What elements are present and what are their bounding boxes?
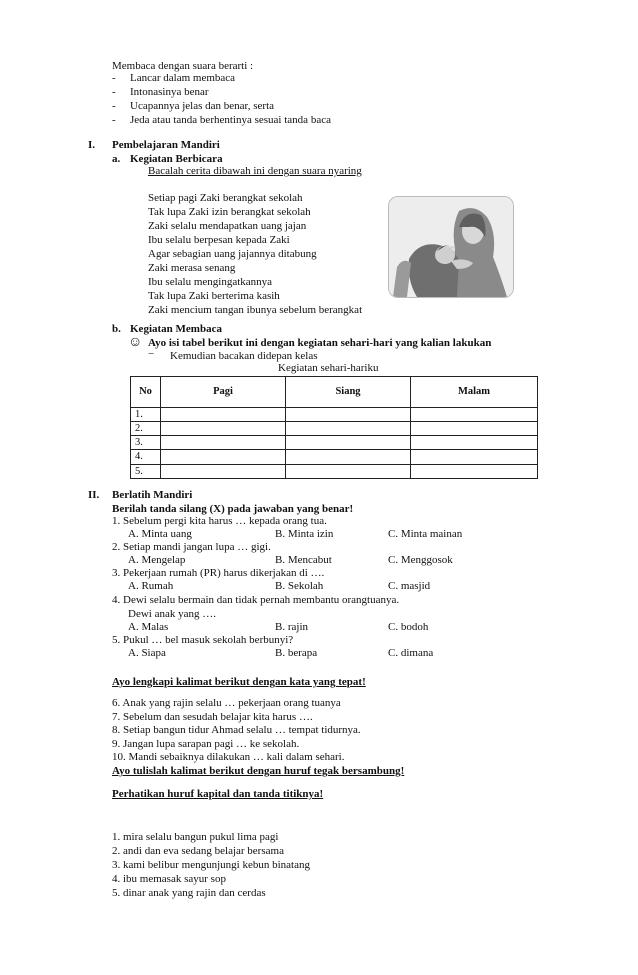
story-line: Agar sebagian uang jajannya ditabung	[148, 248, 317, 260]
section1b-instruction: Ayo isi tabel berikut ini dengan kegiatan sehari-hari yang kalian lakukan	[148, 337, 492, 349]
option-a[interactable]: A. Mengelap	[128, 554, 186, 566]
section1-title: Pembelajaran Mandiri	[112, 139, 220, 151]
section1a-label: a.	[112, 153, 121, 165]
write-item: 4. ibu memasak sayur sop	[112, 873, 226, 885]
intro-item: Jeda atau tanda berhentinya sesuai tanda baca	[130, 114, 331, 126]
option-c[interactable]: C. bodoh	[388, 621, 429, 633]
story-line: Ibu selalu berpesan kepada Zaki	[148, 234, 290, 246]
mother-child-illustration	[388, 196, 514, 298]
option-b[interactable]: B. Mencabut	[275, 554, 332, 566]
section2-title: Berlatih Mandiri	[112, 489, 193, 501]
question: 2. Setiap mandi jangan lupa … gigi.	[112, 541, 271, 553]
complete-title: Ayo lengkapi kalimat berikut dengan kata yang tepat!	[112, 676, 366, 688]
complete-item: 7. Sebelum dan sesudah belajar kita harus ….	[112, 711, 313, 723]
option-c[interactable]: C. Minta mainan	[388, 528, 463, 540]
question: 4. Dewi selalu bermain dan tidak pernah membantu orangtuanya.	[112, 594, 400, 606]
section2-number: II.	[88, 489, 100, 501]
cell-siang[interactable]	[286, 464, 411, 478]
cell-pagi[interactable]	[161, 450, 286, 464]
write-item: 1. mira selalu bangun pukul lima pagi	[112, 831, 279, 843]
table-row	[131, 464, 538, 478]
column-header: Pagi	[161, 377, 286, 408]
cell-siang[interactable]	[286, 450, 411, 464]
complete-item: 6. Anak yang rajin selalu … pekerjaan orang tuanya	[112, 697, 341, 709]
table-row	[131, 436, 538, 450]
row-number: 1.	[131, 408, 161, 422]
table-row	[131, 422, 538, 436]
dash-bullet: −	[148, 348, 155, 360]
cell-siang[interactable]	[286, 436, 411, 450]
write-item: 2. andi dan eva sedang belajar bersama	[112, 845, 284, 857]
cell-malam[interactable]	[411, 422, 538, 436]
story-line: Zaki mencium tangan ibunya sebelum berangkat	[148, 304, 363, 316]
attention-note: Perhatikan huruf kapital dan tanda titiknya!	[112, 788, 324, 800]
intro-title: Membaca dengan suara berarti :	[112, 60, 254, 72]
story-line: Tak lupa Zaki izin berangkat sekolah	[148, 206, 311, 218]
cell-malam[interactable]	[411, 436, 538, 450]
option-b[interactable]: B. Minta izin	[275, 528, 334, 540]
option-a[interactable]: A. Minta uang	[128, 528, 192, 540]
cell-pagi[interactable]	[161, 464, 286, 478]
option-b[interactable]: B. berapa	[275, 647, 318, 659]
question-continuation: Dewi anak yang ….	[128, 608, 216, 620]
cell-pagi[interactable]	[161, 408, 286, 422]
cell-siang[interactable]	[286, 422, 411, 436]
write-item: 5. dinar anak yang rajin dan cerdas	[112, 887, 266, 899]
activity-table	[130, 376, 538, 479]
option-b[interactable]: B. rajin	[275, 621, 308, 633]
cell-malam[interactable]	[411, 450, 538, 464]
section1b-sub: Kemudian bacakan didepan kelas	[170, 350, 318, 362]
smiley-icon: ☺	[128, 335, 143, 350]
write-item: 3. kami belibur mengunjungi kebun binatang	[112, 859, 310, 871]
intro-item: Ucapannya jelas dan benar, serta	[130, 100, 275, 112]
complete-item: 8. Setiap bangun tidur Ahmad selalu … tempat tidurnya.	[112, 724, 361, 736]
cell-siang[interactable]	[286, 408, 411, 422]
cell-pagi[interactable]	[161, 436, 286, 450]
section1a-title: Kegiatan Berbicara	[130, 153, 223, 165]
table-row	[131, 450, 538, 464]
question: 1. Sebelum pergi kita harus … kepada orang tua.	[112, 515, 327, 527]
option-a[interactable]: A. Malas	[128, 621, 169, 633]
row-number: 3.	[131, 436, 161, 450]
option-c[interactable]: C. dimana	[388, 647, 434, 659]
story-line: Setiap pagi Zaki berangkat sekolah	[148, 192, 303, 204]
option-b[interactable]: B. Sekolah	[275, 580, 324, 592]
row-number: 5.	[131, 464, 161, 478]
story-line: Zaki merasa senang	[148, 262, 236, 274]
option-a[interactable]: A. Rumah	[128, 580, 174, 592]
section2-instruction: Berilah tanda silang (X) pada jawaban yang benar!	[112, 503, 354, 515]
section1-number: I.	[88, 139, 96, 151]
row-number: 4.	[131, 450, 161, 464]
column-header: Siang	[286, 377, 411, 408]
section1b-title: Kegiatan Membaca	[130, 323, 222, 335]
complete-item: 10. Mandi sebaiknya dilakukan … kali dalam sehari.	[112, 751, 345, 763]
intro-item: Lancar dalam membaca	[130, 72, 236, 84]
write-title: Ayo tulislah kalimat berikut dengan huruf tegak bersambung!	[112, 765, 405, 777]
row-number: 2.	[131, 422, 161, 436]
question: 3. Pekerjaan rumah (PR) harus dikerjakan di ….	[112, 567, 325, 579]
intro-item: Intonasinya benar	[130, 86, 209, 98]
table-row	[131, 408, 538, 422]
section1b-label: b.	[112, 323, 121, 335]
table-caption: Kegiatan sehari-hariku	[278, 362, 379, 374]
story-line: Ibu selalu mengingatkannya	[148, 276, 273, 288]
option-a[interactable]: A. Siapa	[128, 647, 166, 659]
complete-item: 9. Jangan lupa sarapan pagi … ke sekolah.	[112, 738, 300, 750]
section1a-instruction: Bacalah cerita dibawah ini dengan suara nyaring	[148, 165, 362, 177]
column-header: Malam	[411, 377, 538, 408]
column-header: No	[131, 377, 161, 408]
question: 5. Pukul … bel masuk sekolah berbunyi?	[112, 634, 294, 646]
cell-pagi[interactable]	[161, 422, 286, 436]
option-c[interactable]: C. masjid	[388, 580, 431, 592]
story-line: Tak lupa Zaki berterima kasih	[148, 290, 280, 302]
cell-malam[interactable]	[411, 408, 538, 422]
story-line: Zaki selalu mendapatkan uang jajan	[148, 220, 307, 232]
option-c[interactable]: C. Menggosok	[388, 554, 453, 566]
table-header-row	[131, 377, 538, 408]
cell-malam[interactable]	[411, 464, 538, 478]
